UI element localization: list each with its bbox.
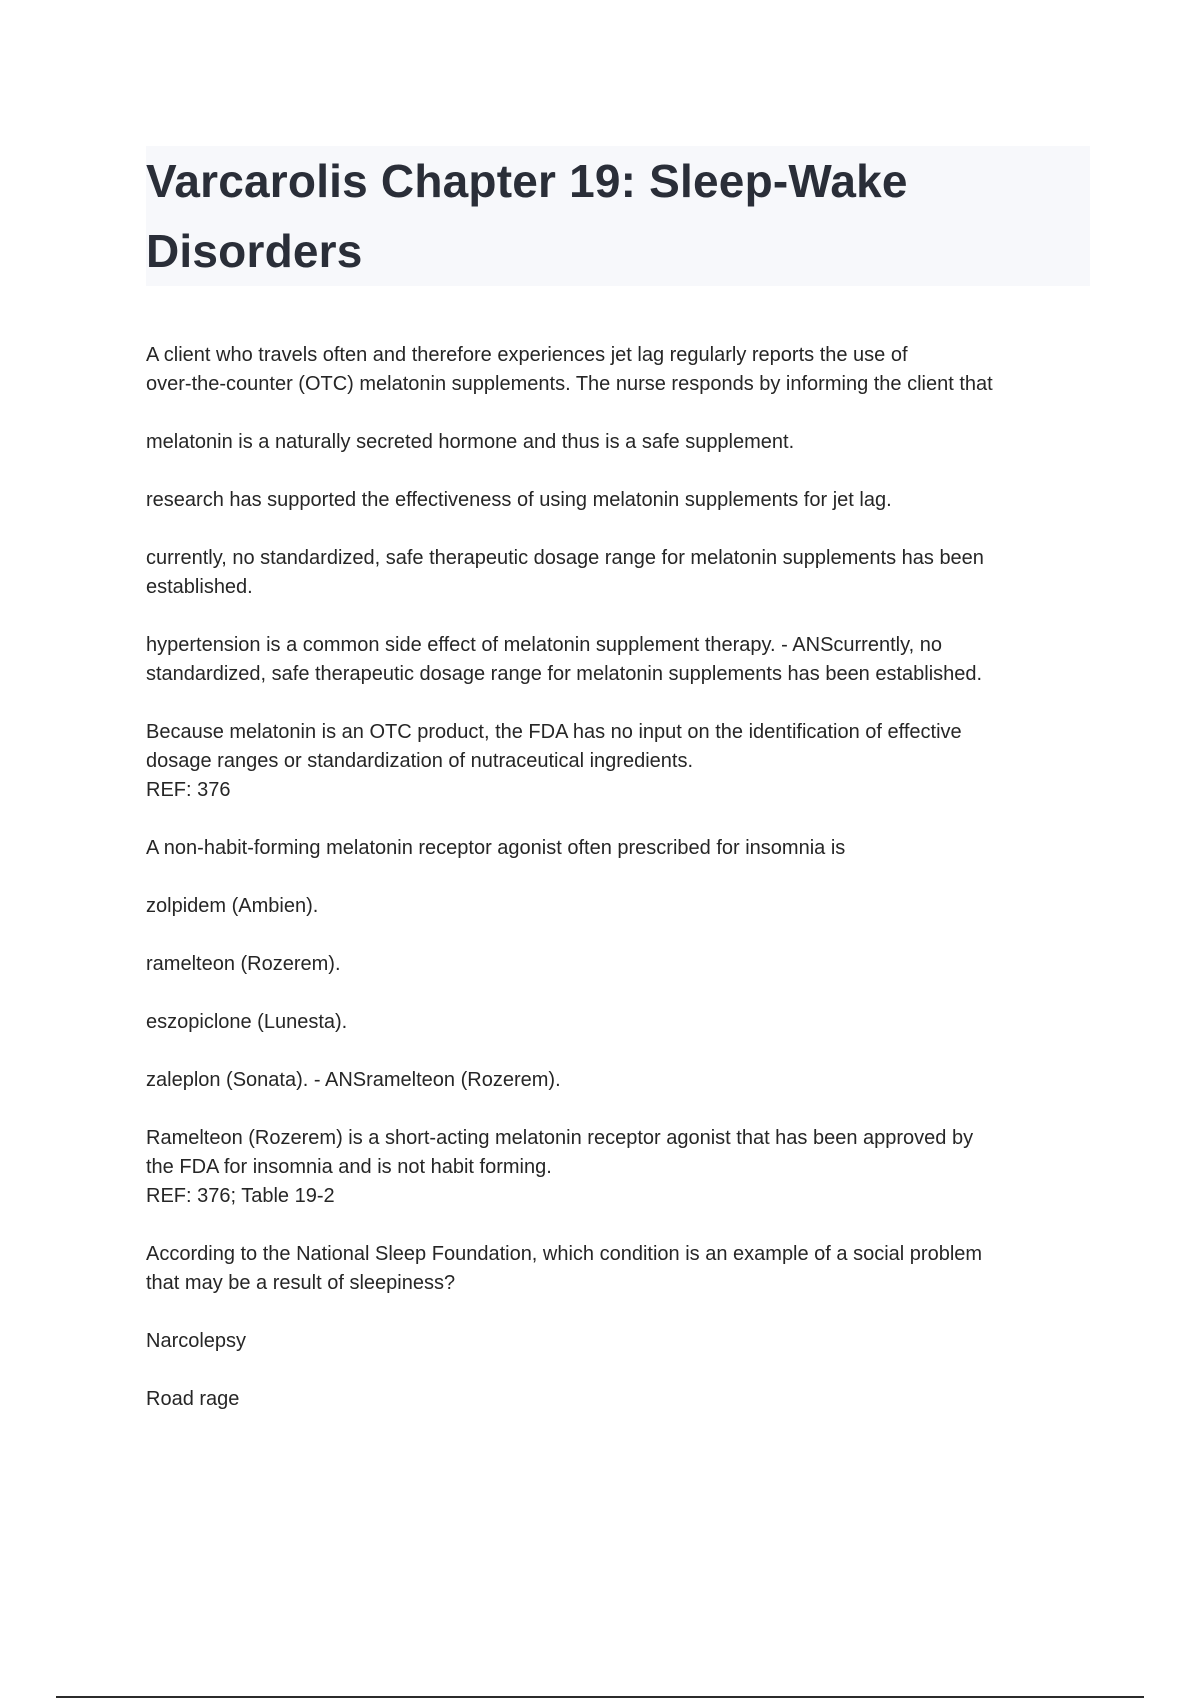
paragraph-question-2: A non-habit-forming melatonin receptor agonist often prescribed for insomnia is (146, 837, 846, 859)
footer-divider (56, 1696, 1144, 1698)
paragraph-option: Narcolepsy (146, 1330, 247, 1352)
paragraph-option: eszopiclone (Lunesta). (146, 1011, 348, 1033)
paragraph-option: melatonin is a naturally secreted hormone and thus is a safe supplement. (146, 431, 795, 453)
paragraph-option: zolpidem (Ambien). (146, 895, 319, 917)
paragraph-option-answer: zaleplon (Sonata). - ANSramelteon (Rozerem). (146, 1069, 561, 1091)
paragraph-question-1: A client who travels often and therefore experiences jet lag regularly reports the use of over-the-counter (OTC) melatonin supplements. The nurse responds by informing the client that (146, 344, 993, 395)
page-title: Varcarolis Chapter 19: Sleep-Wake Disorders (146, 155, 908, 277)
paragraph-option-answer: hypertension is a common side effect of melatonin supplement therapy. - ANScurrently, no standardized, safe therapeutic dosage range for melatonin supplements has been established. (146, 634, 983, 685)
paragraph-option: ramelteon (Rozerem). (146, 953, 341, 975)
title-banner (146, 146, 1090, 286)
document-body (146, 341, 1096, 1443)
paragraph-rationale: Ramelteon (Rozerem) is a short-acting melatonin receptor agonist that has been approved by the FDA for insomnia and is not habit forming. REF: 376; Table 19-2 (146, 1127, 974, 1207)
paragraph-option: currently, no standardized, safe therapeutic dosage range for melatonin supplements has been established. (146, 547, 984, 598)
paragraph-question-3: According to the National Sleep Foundation, which condition is an example of a social problem that may be a result of sleepiness? (146, 1243, 983, 1294)
paragraph-rationale: Because melatonin is an OTC product, the FDA has no input on the identification of effective dosage ranges or standardization of nutraceutical ingredients. REF: 376 (146, 721, 962, 801)
paragraph-option: research has supported the effectiveness of using melatonin supplements for jet lag. (146, 489, 892, 511)
paragraph-option: Road rage (146, 1388, 240, 1410)
